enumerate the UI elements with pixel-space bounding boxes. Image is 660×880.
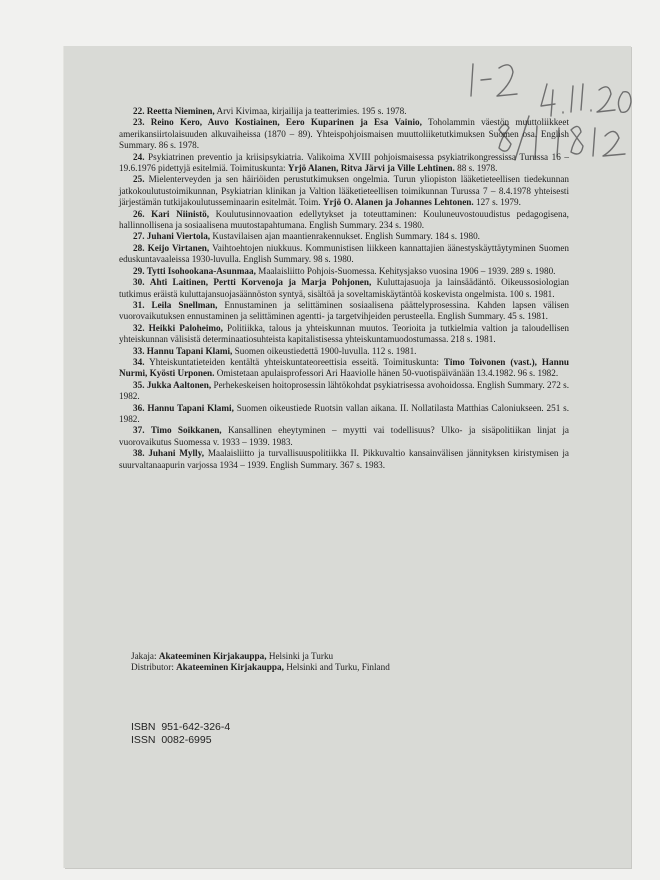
distributor-line-en: Distributor: Akateeminen Kirjakauppa, Helsinki and Turku, Finland	[131, 662, 390, 673]
series-entry-36: 36. Hannu Tapani Klami, Suomen oikeustiede Ruotsin vallan aikana. II. Nollatilasta Matthias Caloniukseen. 251 s. 1982.	[119, 402, 570, 424]
series-entry-22: 22. Reetta Nieminen, Arvi Kivimaa, kirjailija ja teatterimies. 195 s. 1978.	[133, 106, 407, 116]
series-entry-24: 24. Psykiatrinen preventio ja kriisipsykiatria. Valikoima XVIII pohjoismaisessa psykiatrikongressissa Turussa 16 – 19.6.1976 pidettyjä esitelmiä. Toimituskunta: Yrjö Alanen, Ritva Järvi ja Ville Lehtinen. 88 s. 1978.	[119, 151, 570, 174]
series-entry-34: 34. Yhteiskuntatieteiden kentältä yhteiskuntateoreettisia esseitä. Toimituskunta: Timo Toivonen (vast.), Hannu Nurmi, Kyösti Urponen. Omistetaan apulaisprofessori Ari Haaviolle hänen 50-vuotispäivänään 13.4.1982. 96 s. 1982.	[119, 356, 569, 379]
series-entry-37: 37. Timo Soikkanen, Kansallinen eheytyminen – myytti vai todellisuus? Ulko- ja sisäpolitiikan linjat ja vuorovaikutus Suomessa v. 1933 – 1939. 1983.	[119, 425, 569, 447]
distributor-line-fi: Jakaja: Akateeminen Kirjakauppa, Helsinki ja Turku	[131, 651, 334, 661]
series-entry-25: 25. Mielenterveyden ja sen häiriöiden perustutkimuksen ongelmia. Turun yliopiston lääketieteellisen tiedekunnan jatkokoulutustoimikunnan, Psykiatrian klinikan ja Valtion lääketieteellisen toimikunnan Turussa 7 – 8.4.1978 yhteisesti järjestämän tutkijakoulutusseminaarin esitelmät. Toim. Yrjö O. Alanen ja Johannes Lehtonen. 127 s. 1979.	[119, 174, 569, 208]
isbn: ISBN 951-642-326-4	[131, 721, 231, 733]
series-entry-23: 23. Reino Kero, Auvo Kostiainen, Eero Kuparinen ja Esa Vainio, Toholammin väestön muuttoliikkeet amerikansiirtolaisuuden alkuvaiheissa (1870 – 89). Yhteispohjoismaisen muuttoliiketutkimuksen Suomen osa. English Summary. 86 s. 1978.	[119, 117, 570, 151]
series-entry-33: 33. Hannu Tapani Klami, Suomen oikeustiedettä 1900-luvulla. 112 s. 1981.	[133, 345, 417, 356]
isbn-block	[131, 721, 431, 747]
series-entry-31: 31. Leila Snellman, Ennustaminen ja selittäminen sosiaalisena päättelyprosessina. Kahden lapsen välisen vuorovaikutuksen ennustaminen ja selittäminen agentti- ja targetvihjeiden perusteella. English Summary. 45 s. 1981.	[119, 299, 569, 322]
series-entry-28: 28. Keijo Virtanen, Vaihtoehtojen niukkuus. Kommunistisen liikkeen kannattajien äänestyskäyttäytyminen Suomen eduskuntavaaleissa 1930-luvulla. English Summary. 98 s. 1980.	[119, 242, 570, 265]
publisher-info	[131, 651, 551, 674]
series-entry-26: 26. Kari Niinistö, Koulutusinnovaation edellytykset ja toteuttaminen: Kouluneuvostouudistus pedagogisena, hallinnollisena ja sosiaalisena muutostapahtumana. English Summary. 234 s. 1980.	[119, 208, 569, 231]
series-entry-32: 32. Heikki Paloheimo, Politiikka, talous ja yhteiskunnan muutos. Teorioita ja tutkielmia valtion ja taloudellisen yhteiskunnan välisistä determinaatiosuhteista kapitalistisessa yhteiskuntamuodostumassa. 218 s. 1981.	[119, 322, 570, 345]
series-entry-27: 27. Juhani Viertola, Kustavilaisen ajan maantienrakennukset. English Summary. 184 s. 1980.	[133, 231, 480, 242]
series-list	[119, 106, 569, 471]
series-entry-29: 29. Tytti Isohookana-Asunmaa, Maalaisliitto Pohjois-Suomessa. Kehitysjakso vuosina 1906 – 1939. 289 s. 1980.	[133, 265, 556, 276]
issn: ISSN 0082-6995	[131, 734, 212, 746]
series-entry-38: 38. Juhani Mylly, Maalaisliitto ja turvallisuuspolitiikka II. Pikkuvaltio kansainvälisen jännityksen kiristymisen ja suurvaltanaapurin varjossa 1934 – 1939. English Summary. 367 s. 1983.	[119, 448, 570, 470]
series-entry-35: 35. Jukka Aaltonen, Perhekeskeisen hoitoprosessin lähtökohdat psykiatrisessa avohoidossa. English Summary. 272 s. 1982.	[119, 379, 569, 402]
book-back-cover	[64, 46, 631, 868]
series-entry-30: 30. Ahti Laitinen, Pertti Korvenoja ja Marja Pohjonen, Kuluttajasuoja ja lainsäädäntö. Oikeussosiologian tutkimus eräistä kuluttajansuojasäännöston syntyä, sisältöä ja soveltamiskäytäntöä koskevista ongelmista. 100 s. 1981.	[119, 277, 570, 299]
